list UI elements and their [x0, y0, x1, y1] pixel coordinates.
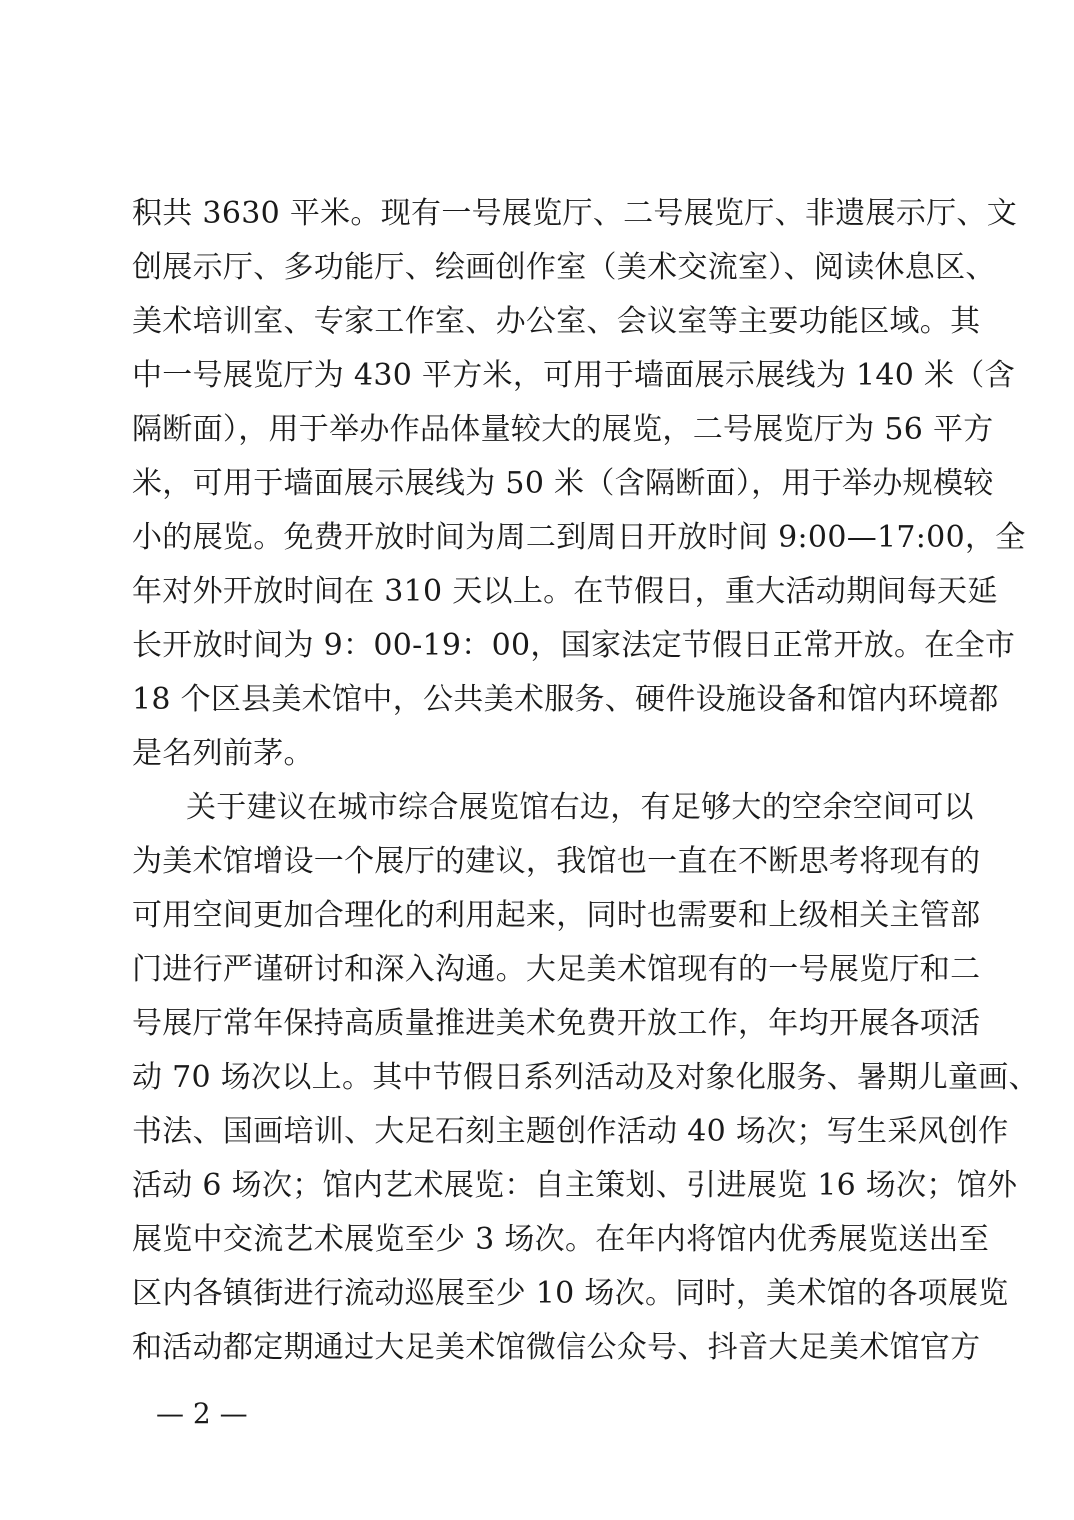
paragraph-1-line-5: 隔断面），用于举办作品体量较大的展览，二号展览厅为 56 平方 [132, 412, 994, 447]
paragraph-2-line-6: 动 70 场次以上。其中节假日系列活动及对象化服务、暑期儿童画、 [132, 1060, 1039, 1095]
paragraph-2-line-5: 号展厅常年保持高质量推进美术免费开放工作，年均开展各项活 [132, 1006, 981, 1041]
paragraph-2-line-7: 书法、国画培训、大足石刻主题创作活动 40 场次；写生采风创作 [132, 1114, 1009, 1149]
paragraph-2-line-9: 展览中交流艺术展览至少 3 场次。在年内将馆内优秀展览送出至 [132, 1222, 990, 1257]
paragraph-1-line-8: 年对外开放时间在 310 天以上。在节假日，重大活动期间每天延 [132, 574, 998, 609]
paragraph-1-line-7: 小的展览。免费开放时间为周二到周日开放时间 9:00—17:00，全 [132, 520, 1026, 555]
paragraph-2-line-10: 区内各镇街进行流动巡展至少 10 场次。同时，美术馆的各项展览 [132, 1276, 1009, 1311]
paragraph-1-line-4: 中一号展览厅为 430 平方米，可用于墙面展示展线为 140 米（含 [132, 358, 1015, 393]
paragraph-1-line-11: 是名列前茅。 [132, 736, 314, 771]
paragraph-1-line-10: 18 个区县美术馆中，公共美术服务、硬件设施设备和馆内环境都 [132, 682, 999, 717]
paragraph-2-line-1: 关于建议在城市综合展览馆右边，有足够大的空余空间可以 [186, 790, 974, 825]
paragraph-2-line-11: 和活动都定期通过大足美术馆微信公众号、抖音大足美术馆官方 [132, 1330, 981, 1365]
paragraph-1-line-9: 长开放时间为 9：00-19：00，国家法定节假日正常开放。在全市 [132, 628, 1016, 663]
paragraph-1-line-1: 积共 3630 平米。现有一号展览厅、二号展览厅、非遗展示厅、文 [132, 196, 1018, 231]
paragraph-2-line-3: 可用空间更加合理化的利用起来，同时也需要和上级相关主管部 [132, 898, 981, 933]
paragraph-1-line-3: 美术培训室、专家工作室、办公室、会议室等主要功能区域。其 [132, 304, 981, 339]
paragraph-2-line-8: 活动 6 场次；馆内艺术展览：自主策划、引进展览 16 场次；馆外 [132, 1168, 1018, 1203]
paragraph-1-line-6: 米，可用于墙面展示展线为 50 米（含隔断面），用于举办规模较 [132, 466, 994, 501]
paragraph-2-line-2: 为美术馆增设一个展厅的建议，我馆也一直在不断思考将现有的 [132, 844, 981, 879]
paragraph-1-line-2: 创展示厅、多功能厅、绘画创作室（美术交流室）、阅读休息区、 [132, 250, 996, 285]
page-number: — 2 — [156, 1397, 248, 1430]
paragraph-2-line-4: 门进行严谨研讨和深入沟通。大足美术馆现有的一号展览厅和二 [132, 952, 981, 987]
